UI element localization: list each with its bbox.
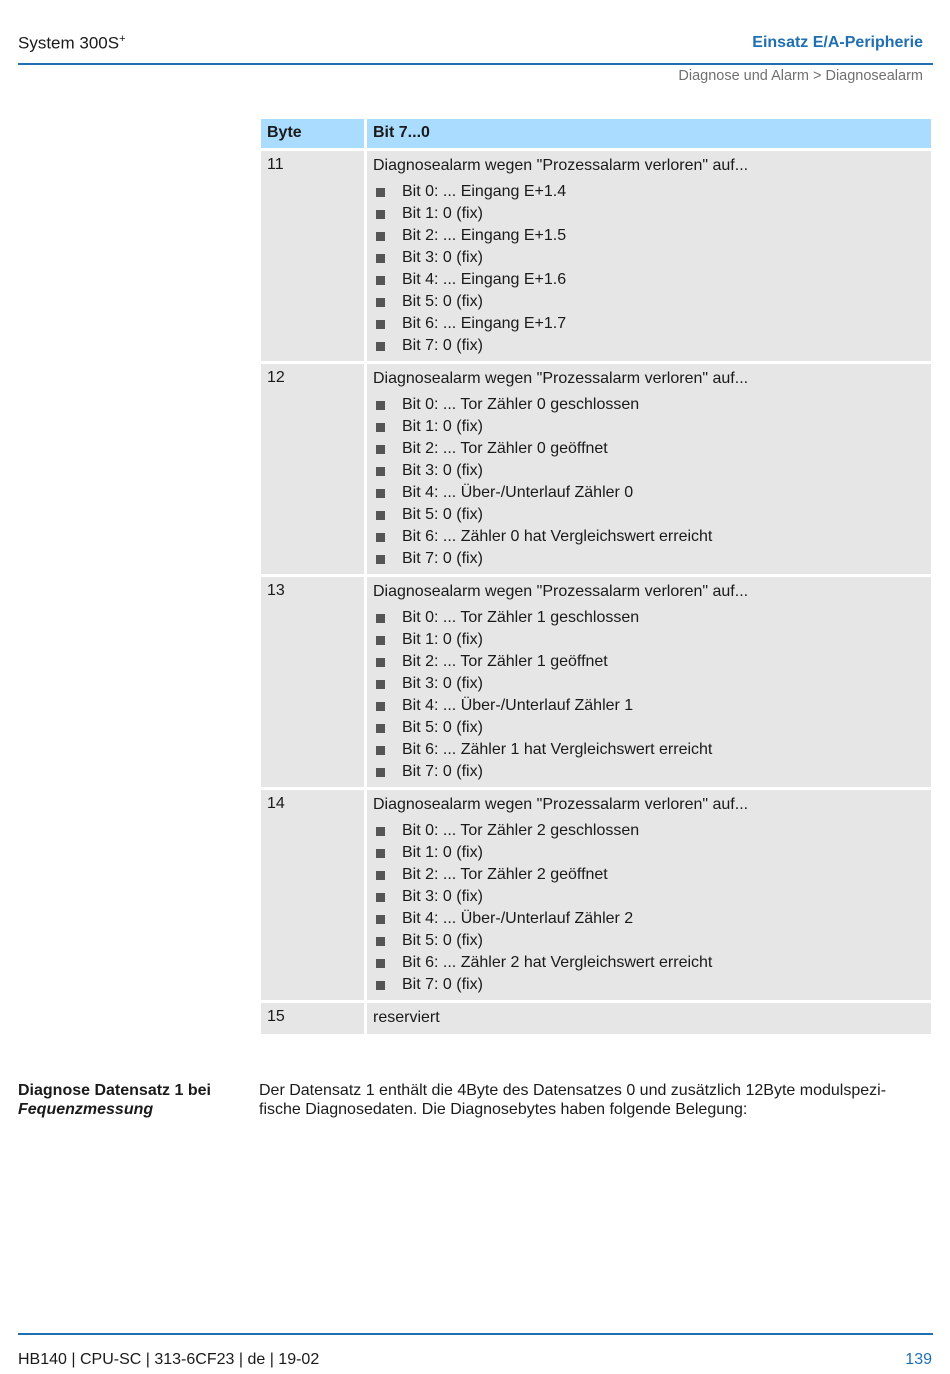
square-bullet-icon <box>376 445 385 454</box>
bit-text: Bit 3: 0 (fix) <box>402 462 483 479</box>
bit-list-item <box>373 820 925 842</box>
bits-cell <box>367 577 931 787</box>
bits-cell <box>367 151 931 361</box>
byte-cell: 13 <box>261 577 364 787</box>
table-row <box>261 151 931 361</box>
byte-cell: 11 <box>261 151 364 361</box>
bit-list-item <box>373 416 925 438</box>
bit-list-item <box>373 908 925 930</box>
bit-list-item <box>373 930 925 952</box>
square-bullet-icon <box>376 254 385 263</box>
bit-list-item <box>373 761 925 783</box>
bit-text: Bit 7: 0 (fix) <box>402 763 483 780</box>
square-bullet-icon <box>376 467 385 476</box>
bit-text: Bit 2: ... Tor Zähler 2 geöffnet <box>402 866 608 883</box>
square-bullet-icon <box>376 188 385 197</box>
bit-list-item <box>373 974 925 996</box>
bit-text: Bit 4: ... Über-/Unterlauf Zähler 0 <box>402 484 634 501</box>
bit-list-item <box>373 247 925 269</box>
bit-list-item <box>373 651 925 673</box>
bit-list-item <box>373 203 925 225</box>
column-header-bits: Bit 7...0 <box>367 119 931 148</box>
bit-text: Bit 1: 0 (fix) <box>402 844 483 861</box>
square-bullet-icon <box>376 210 385 219</box>
bit-list-item <box>373 269 925 291</box>
table-row <box>261 577 931 787</box>
square-bullet-icon <box>376 511 385 520</box>
bit-list-item <box>373 181 925 203</box>
cell-description: Diagnosealarm wegen "Prozessalarm verloren" auf... <box>373 370 749 387</box>
section-label-line1: Diagnose Datensatz 1 bei <box>18 1082 211 1099</box>
bit-list-item <box>373 291 925 313</box>
cell-description: Diagnosealarm wegen "Prozessalarm verloren" auf... <box>373 796 749 813</box>
byte-cell: 15 <box>261 1003 364 1034</box>
bit-text: Bit 5: 0 (fix) <box>402 932 483 949</box>
section-label <box>18 1081 211 1119</box>
bit-text: Bit 4: ... Über-/Unterlauf Zähler 1 <box>402 697 634 714</box>
body-line-2: fische Diagnosedaten. Die Diagnosebytes haben folgende Belegung: <box>259 1101 748 1118</box>
square-bullet-icon <box>376 746 385 755</box>
square-bullet-icon <box>376 401 385 410</box>
bit-list <box>373 607 925 783</box>
bit-list-item <box>373 864 925 886</box>
cell-description: reserviert <box>373 1009 440 1026</box>
table-body <box>261 151 931 1034</box>
bit-list-item <box>373 438 925 460</box>
bit-text: Bit 6: ... Eingang E+1.7 <box>402 315 567 332</box>
bit-list-item <box>373 739 925 761</box>
bits-cell <box>367 364 931 574</box>
bit-list-item <box>373 225 925 247</box>
bit-text: Bit 1: 0 (fix) <box>402 631 483 648</box>
square-bullet-icon <box>376 533 385 542</box>
square-bullet-icon <box>376 893 385 902</box>
square-bullet-icon <box>376 937 385 946</box>
bit-text: Bit 0: ... Tor Zähler 2 geschlossen <box>402 822 640 839</box>
body-paragraph <box>259 1081 931 1119</box>
section-title: Einsatz E/A-Peripherie <box>752 34 923 51</box>
square-bullet-icon <box>376 614 385 623</box>
square-bullet-icon <box>376 702 385 711</box>
square-bullet-icon <box>376 658 385 667</box>
bit-text: Bit 4: ... Über-/Unterlauf Zähler 2 <box>402 910 634 927</box>
footer-doc-id: HB140 | CPU-SC | 313-6CF23 | de | 19-02 <box>18 1351 320 1368</box>
bit-list-item <box>373 482 925 504</box>
bit-list-item <box>373 335 925 357</box>
bit-text: Bit 0: ... Tor Zähler 1 geschlossen <box>402 609 640 626</box>
cell-description: Diagnosealarm wegen "Prozessalarm verloren" auf... <box>373 157 749 174</box>
bit-text: Bit 0: ... Eingang E+1.4 <box>402 183 567 200</box>
bit-list-item <box>373 607 925 629</box>
bit-text: Bit 3: 0 (fix) <box>402 249 483 266</box>
bit-list-item <box>373 842 925 864</box>
bit-text: Bit 1: 0 (fix) <box>402 418 483 435</box>
bit-text: Bit 6: ... Zähler 0 hat Vergleichswert erreicht <box>402 528 713 545</box>
bit-text: Bit 3: 0 (fix) <box>402 888 483 905</box>
bit-text: Bit 5: 0 (fix) <box>402 719 483 736</box>
bit-text: Bit 6: ... Zähler 1 hat Vergleichswert erreicht <box>402 741 713 758</box>
breadcrumb: Diagnose und Alarm > Diagnosealarm <box>678 68 923 84</box>
bits-cell <box>367 1003 931 1034</box>
cell-description: Diagnosealarm wegen "Prozessalarm verloren" auf... <box>373 583 749 600</box>
document-title: System 300S+ <box>18 33 126 53</box>
square-bullet-icon <box>376 915 385 924</box>
square-bullet-icon <box>376 423 385 432</box>
square-bullet-icon <box>376 981 385 990</box>
square-bullet-icon <box>376 959 385 968</box>
bit-list-item <box>373 717 925 739</box>
header-divider <box>18 63 933 65</box>
bit-list-item <box>373 673 925 695</box>
bit-text: Bit 1: 0 (fix) <box>402 205 483 222</box>
square-bullet-icon <box>376 636 385 645</box>
bit-text: Bit 7: 0 (fix) <box>402 337 483 354</box>
byte-cell: 12 <box>261 364 364 574</box>
square-bullet-icon <box>376 871 385 880</box>
bit-list <box>373 181 925 357</box>
bit-list-item <box>373 394 925 416</box>
bit-list-item <box>373 548 925 570</box>
bit-list <box>373 394 925 570</box>
bit-text: Bit 7: 0 (fix) <box>402 550 483 567</box>
square-bullet-icon <box>376 276 385 285</box>
square-bullet-icon <box>376 555 385 564</box>
bit-text: Bit 3: 0 (fix) <box>402 675 483 692</box>
page-number: 139 <box>905 1351 932 1368</box>
bit-list-item <box>373 526 925 548</box>
table-row <box>261 364 931 574</box>
bit-list-item <box>373 629 925 651</box>
bit-text: Bit 2: ... Tor Zähler 1 geöffnet <box>402 653 608 670</box>
square-bullet-icon <box>376 724 385 733</box>
footer-divider <box>18 1333 933 1335</box>
bits-cell <box>367 790 931 1000</box>
square-bullet-icon <box>376 680 385 689</box>
square-bullet-icon <box>376 827 385 836</box>
bit-text: Bit 4: ... Eingang E+1.6 <box>402 271 567 288</box>
column-header-byte: Byte <box>261 119 364 148</box>
square-bullet-icon <box>376 232 385 241</box>
bit-list <box>373 820 925 996</box>
bit-text: Bit 2: ... Tor Zähler 0 geöffnet <box>402 440 608 457</box>
bit-list-item <box>373 952 925 974</box>
byte-cell: 14 <box>261 790 364 1000</box>
square-bullet-icon <box>376 849 385 858</box>
square-bullet-icon <box>376 320 385 329</box>
table-row <box>261 790 931 1000</box>
bit-text: Bit 0: ... Tor Zähler 0 geschlossen <box>402 396 640 413</box>
bit-text: Bit 2: ... Eingang E+1.5 <box>402 227 567 244</box>
body-line-1: Der Datensatz 1 enthält die 4Byte des Datensatzes 0 und zusätzlich 12Byte modulspezi- <box>259 1082 887 1099</box>
square-bullet-icon <box>376 489 385 498</box>
bit-text: Bit 6: ... Zähler 2 hat Vergleichswert erreicht <box>402 954 713 971</box>
bit-list-item <box>373 695 925 717</box>
bit-text: Bit 7: 0 (fix) <box>402 976 483 993</box>
bit-list-item <box>373 886 925 908</box>
diagnostic-byte-table <box>258 116 934 1037</box>
bit-list-item <box>373 460 925 482</box>
section-label-line2: Fequenzmessung <box>18 1101 154 1118</box>
bit-text: Bit 5: 0 (fix) <box>402 506 483 523</box>
table-header-row <box>261 119 931 148</box>
square-bullet-icon <box>376 298 385 307</box>
bit-text: Bit 5: 0 (fix) <box>402 293 483 310</box>
table-row <box>261 1003 931 1034</box>
bit-list-item <box>373 313 925 335</box>
square-bullet-icon <box>376 342 385 351</box>
square-bullet-icon <box>376 768 385 777</box>
bit-list-item <box>373 504 925 526</box>
